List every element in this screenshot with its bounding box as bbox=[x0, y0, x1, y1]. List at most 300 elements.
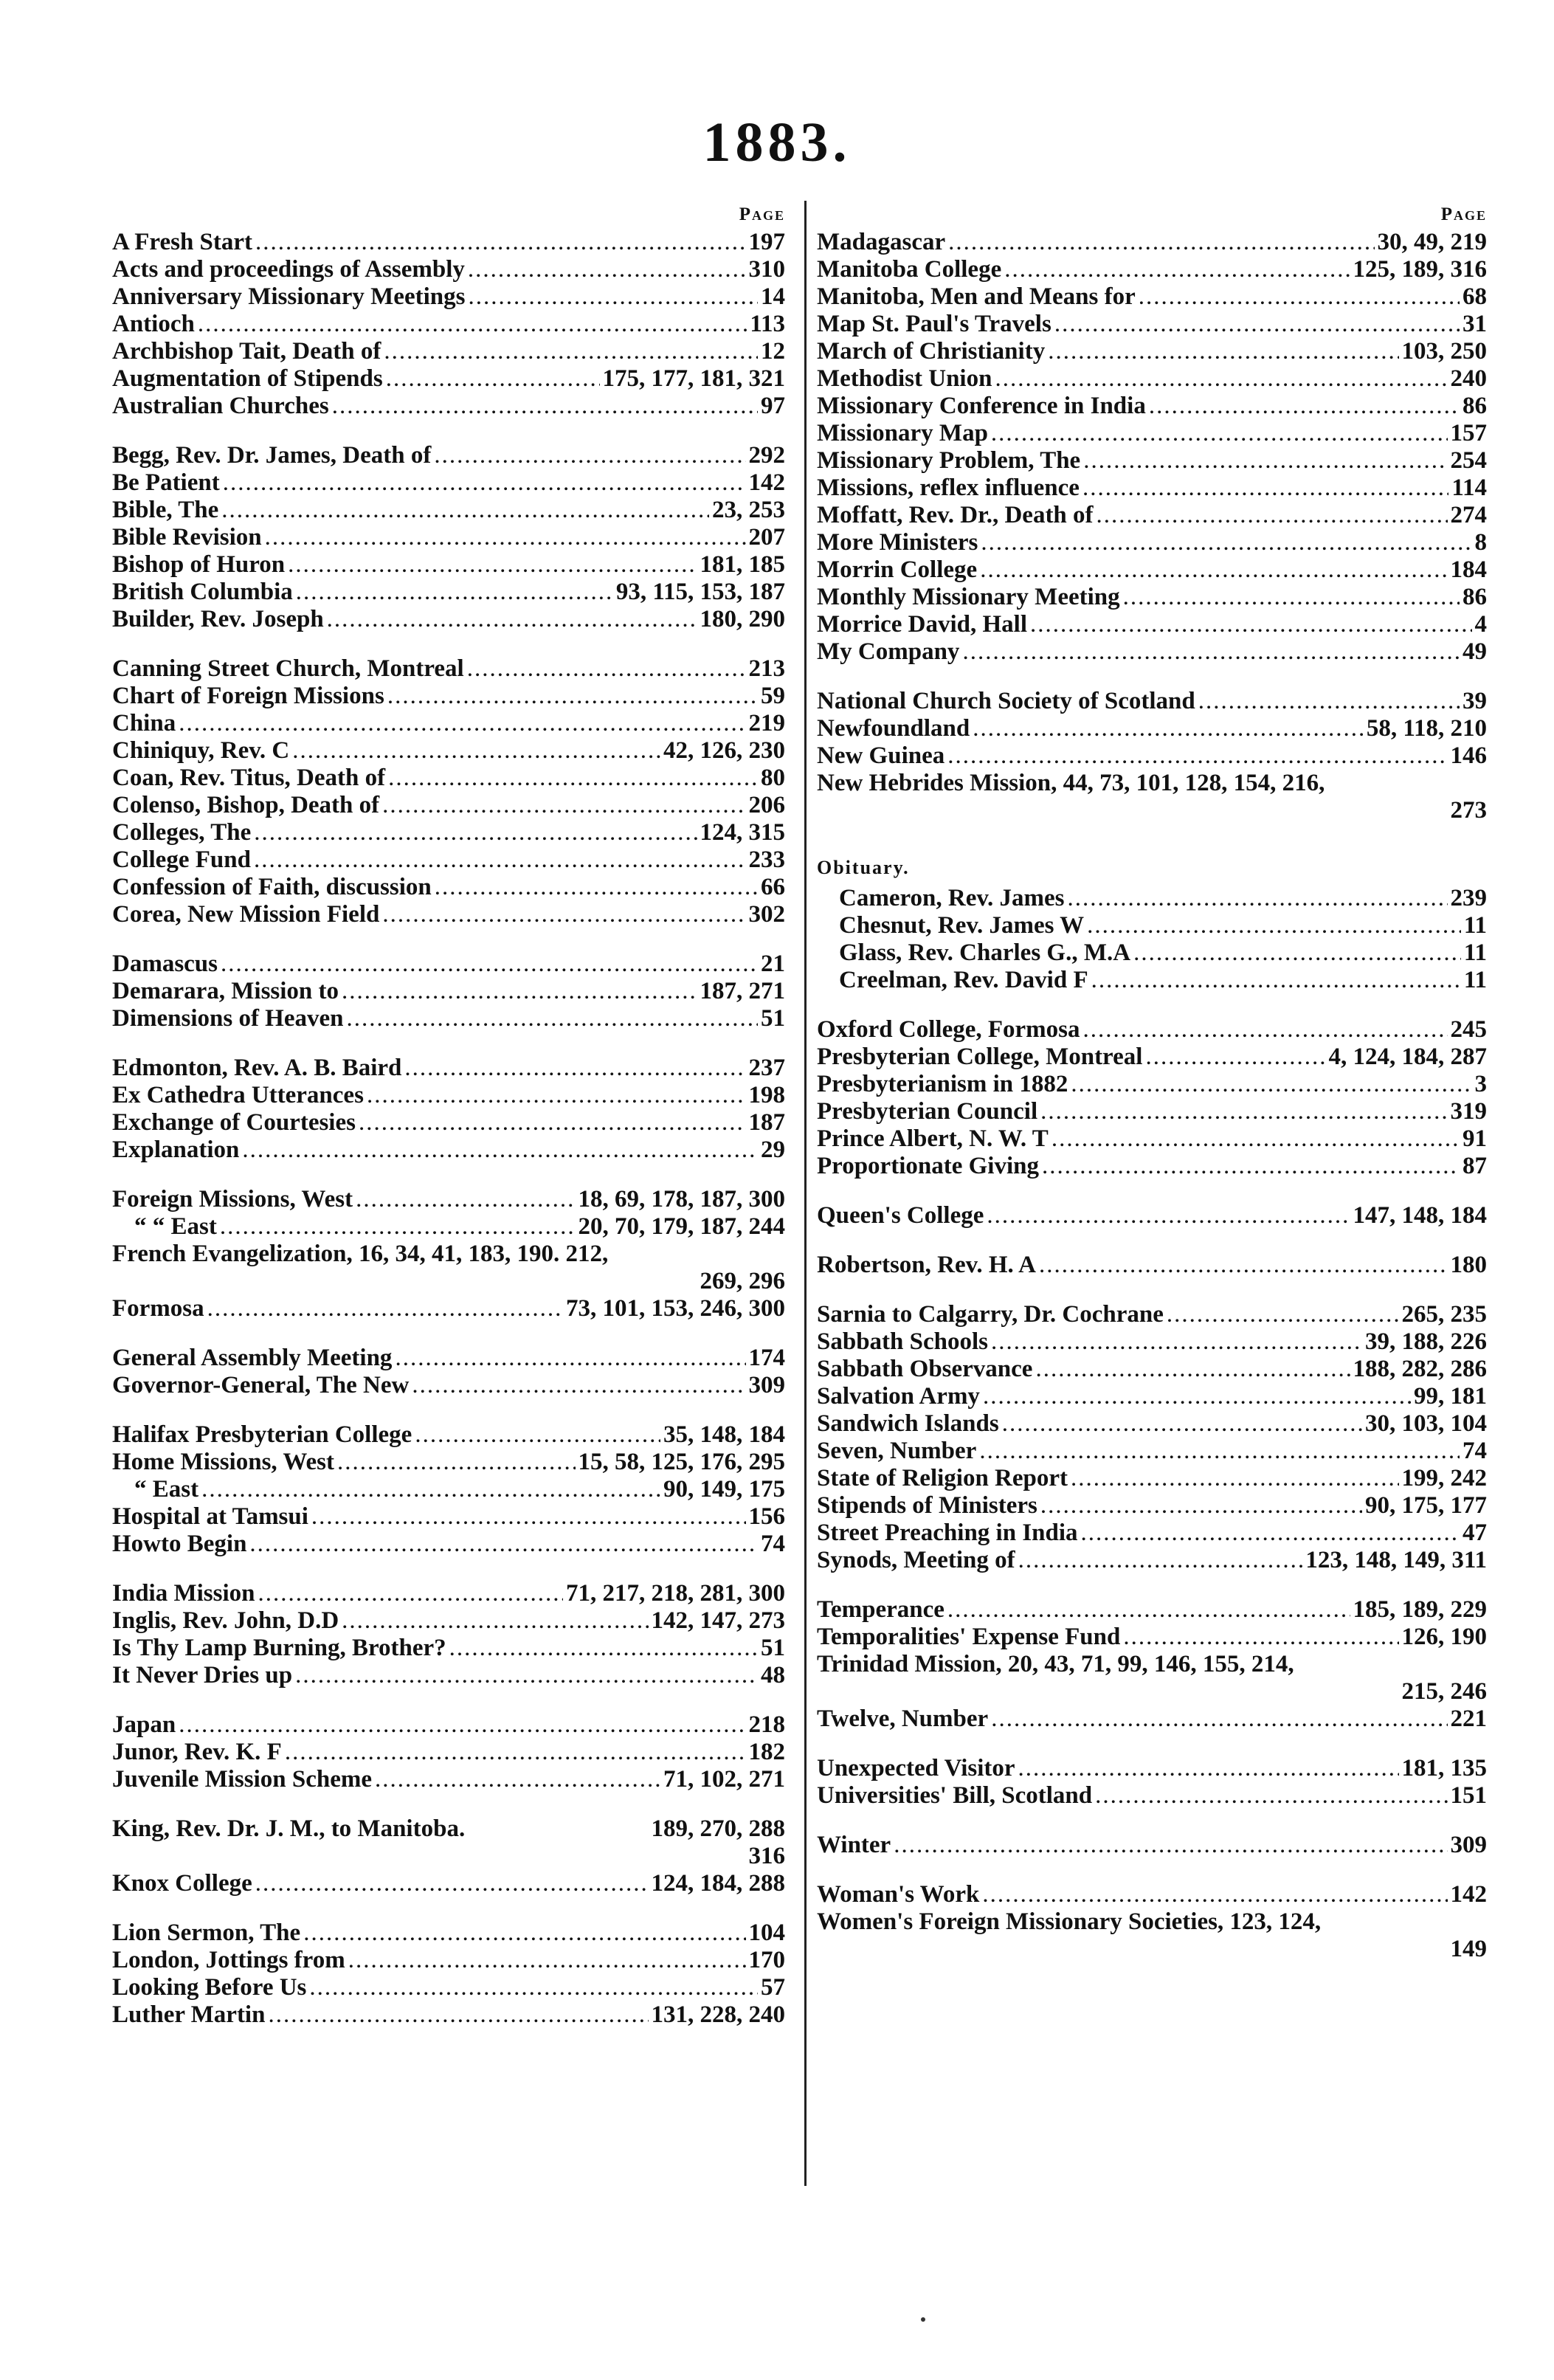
group-spacer bbox=[112, 1032, 785, 1055]
index-entry bbox=[112, 1947, 785, 1974]
entry-pages: 184 bbox=[1450, 556, 1487, 583]
index-entry bbox=[817, 529, 1487, 556]
index-entry bbox=[112, 1919, 785, 1947]
entry-pages: 146 bbox=[1450, 742, 1487, 769]
entry-pages: 66 bbox=[761, 874, 785, 900]
dot-leader bbox=[1095, 1782, 1447, 1810]
index-entry bbox=[112, 1449, 785, 1476]
dot-leader bbox=[979, 1438, 1460, 1465]
entry-title: Cameron, Rev. James bbox=[839, 885, 1065, 911]
index-entry bbox=[112, 1372, 785, 1399]
dot-leader bbox=[947, 1596, 1350, 1624]
entry-pages: 18, 69, 178, 187, 300 bbox=[578, 1186, 785, 1213]
group-spacer bbox=[817, 1279, 1487, 1301]
entry-pages: 57 bbox=[761, 1974, 785, 2001]
entry-pages: 20, 70, 179, 187, 244 bbox=[578, 1213, 785, 1240]
dot-leader bbox=[198, 311, 747, 338]
dot-leader bbox=[1145, 1044, 1325, 1071]
index-entry bbox=[112, 2001, 785, 2029]
index-entry bbox=[817, 770, 1487, 797]
dot-leader bbox=[342, 978, 697, 1005]
dot-leader bbox=[295, 1662, 758, 1689]
index-entry bbox=[817, 1383, 1487, 1410]
dot-leader bbox=[435, 874, 758, 901]
dot-leader bbox=[948, 229, 1374, 256]
entry-title: London, Jottings from bbox=[112, 1947, 345, 1973]
entry-title: Corea, New Mission Field bbox=[112, 901, 380, 928]
entry-title: Builder, Rev. Joseph bbox=[112, 606, 324, 632]
dot-leader bbox=[288, 551, 697, 579]
index-entry bbox=[817, 338, 1487, 365]
dot-leader bbox=[254, 819, 697, 846]
entry-title: Canning Street Church, Montreal bbox=[112, 655, 464, 682]
index-entry bbox=[112, 1870, 785, 1897]
group-spacer bbox=[112, 633, 785, 655]
entry-title: Japan bbox=[112, 1711, 176, 1738]
index-entry bbox=[112, 524, 785, 551]
dot-leader bbox=[296, 579, 613, 606]
entry-title: Be Patient bbox=[112, 469, 220, 496]
entry-title: Ex Cathedra Utterances bbox=[112, 1082, 364, 1108]
dot-leader bbox=[254, 846, 746, 874]
dot-leader bbox=[1004, 256, 1350, 283]
index-entry bbox=[112, 1974, 785, 2001]
entry-pages: 114 bbox=[1451, 475, 1487, 501]
index-entry bbox=[817, 311, 1487, 338]
entry-title: Monthly Missionary Meeting bbox=[817, 584, 1120, 610]
index-entry bbox=[817, 1356, 1487, 1383]
entry-title: Formosa bbox=[112, 1295, 204, 1322]
entry-pages: 104 bbox=[748, 1919, 785, 1946]
entry-pages: 39 bbox=[1463, 688, 1487, 714]
index-entry bbox=[817, 1044, 1487, 1071]
index-entry bbox=[112, 792, 785, 819]
index-entry bbox=[817, 1098, 1487, 1125]
entry-title: Missions, reflex influence bbox=[817, 475, 1080, 501]
entry-pages: 181, 185 bbox=[700, 551, 785, 578]
entry-title: “ East bbox=[134, 1476, 199, 1503]
index-entry bbox=[112, 1635, 785, 1662]
dot-leader bbox=[1018, 1755, 1399, 1782]
entry-pages: 97 bbox=[761, 393, 785, 419]
index-entry bbox=[817, 1301, 1487, 1328]
entry-pages: 11 bbox=[1463, 967, 1487, 993]
dot-leader bbox=[1083, 447, 1447, 475]
dot-leader bbox=[356, 1186, 575, 1213]
index-entry bbox=[817, 1624, 1487, 1651]
dot-leader bbox=[348, 1947, 746, 1974]
entry-pages: 157 bbox=[1450, 420, 1487, 446]
entry-pages: 206 bbox=[748, 792, 785, 818]
entry-pages: 4, 124, 184, 287 bbox=[1328, 1044, 1487, 1070]
entry-pages: 310 bbox=[748, 256, 785, 283]
entry-title: Knox College bbox=[112, 1870, 252, 1897]
entry-pages: 23, 253 bbox=[712, 497, 785, 523]
page-column-header: Page bbox=[739, 204, 785, 224]
dot-leader bbox=[255, 229, 745, 256]
entry-title: Missionary Problem, The bbox=[817, 447, 1081, 474]
entry-title: Junor, Rev. K. F bbox=[112, 1739, 282, 1765]
dot-leader bbox=[292, 737, 660, 765]
dot-leader bbox=[412, 1372, 745, 1399]
entry-title: It Never Dries up bbox=[112, 1662, 293, 1689]
index-entry bbox=[817, 1071, 1487, 1098]
index-entry bbox=[817, 420, 1487, 447]
index-entry bbox=[112, 978, 785, 1005]
entry-title: Exchange of Courtesies bbox=[112, 1109, 356, 1136]
entry-pages: 131, 228, 240 bbox=[651, 2001, 785, 2028]
dot-leader bbox=[995, 365, 1447, 393]
entry-title: Women's Foreign Missionary Societies, 123, 124, bbox=[817, 1908, 1322, 1935]
index-entry bbox=[112, 1421, 785, 1449]
index-entry bbox=[112, 1711, 785, 1739]
entry-title: Glass, Rev. Charles G., M.A bbox=[839, 939, 1131, 966]
entry-pages: 187, 271 bbox=[700, 978, 785, 1004]
dot-leader bbox=[1081, 1520, 1460, 1547]
dot-leader bbox=[327, 606, 697, 633]
index-entry bbox=[817, 1596, 1487, 1624]
entry-pages: 180, 290 bbox=[700, 606, 785, 632]
entry-pages: 15, 58, 125, 176, 295 bbox=[578, 1449, 785, 1475]
index-entry bbox=[112, 1531, 785, 1558]
index-entry bbox=[112, 655, 785, 683]
dot-leader bbox=[337, 1449, 576, 1476]
index-entry bbox=[817, 1547, 1487, 1574]
entry-pages: 11 bbox=[1463, 939, 1487, 966]
entry-title: Temperance bbox=[817, 1596, 945, 1623]
entry-title: More Ministers bbox=[817, 529, 978, 556]
entry-list-right bbox=[817, 229, 1487, 1963]
index-entry bbox=[112, 1055, 785, 1082]
dot-leader bbox=[384, 338, 758, 365]
index-entry bbox=[112, 1213, 785, 1241]
index-column-left bbox=[112, 201, 785, 2029]
dot-leader bbox=[1198, 688, 1460, 715]
entry-pages: 87 bbox=[1463, 1153, 1487, 1179]
dot-leader bbox=[221, 951, 758, 978]
dot-leader bbox=[1083, 1016, 1448, 1044]
entry-pages: 71, 102, 271 bbox=[663, 1766, 785, 1793]
entry-title: Confession of Faith, discussion bbox=[112, 874, 432, 900]
index-entry bbox=[817, 1438, 1487, 1465]
entry-pages: 71, 217, 218, 281, 300 bbox=[566, 1580, 785, 1607]
entry-continuation: 269, 296 bbox=[700, 1268, 785, 1294]
index-entry bbox=[112, 710, 785, 737]
entry-pages: 125, 189, 316 bbox=[1353, 256, 1487, 283]
group-spacer bbox=[112, 928, 785, 951]
entry-pages: 91 bbox=[1463, 1125, 1487, 1152]
entry-pages: 126, 190 bbox=[1401, 1624, 1487, 1650]
entry-pages: 31 bbox=[1463, 311, 1487, 337]
entry-pages: 189, 270, 288 bbox=[651, 1815, 785, 1842]
entry-pages: 51 bbox=[761, 1005, 785, 1032]
dot-leader bbox=[962, 638, 1460, 666]
dot-leader bbox=[382, 792, 745, 819]
entry-pages: 151 bbox=[1450, 1782, 1487, 1809]
entry-title: Seven, Number bbox=[817, 1438, 977, 1464]
entry-pages: 3 bbox=[1474, 1071, 1487, 1097]
entry-pages: 265, 235 bbox=[1401, 1301, 1487, 1328]
entry-pages: 254 bbox=[1450, 447, 1487, 474]
entry-pages: 182 bbox=[748, 1739, 785, 1765]
entry-continuation: 316 bbox=[748, 1843, 785, 1869]
index-entry bbox=[817, 229, 1487, 256]
index-column-right bbox=[804, 201, 1487, 2186]
index-entry bbox=[817, 556, 1487, 584]
entry-title: Inglis, Rev. John, D.D bbox=[112, 1607, 339, 1634]
entry-pages: 47 bbox=[1463, 1520, 1487, 1546]
entry-pages: 124, 315 bbox=[700, 819, 785, 846]
index-entry bbox=[112, 1607, 785, 1635]
entry-title: National Church Society of Scotland bbox=[817, 688, 1195, 714]
entry-title: Presbyterianism in 1882 bbox=[817, 1071, 1068, 1097]
entry-title: Augmentation of Stipends bbox=[112, 365, 383, 392]
entry-pages: 113 bbox=[750, 311, 785, 337]
index-entry bbox=[817, 584, 1487, 611]
entry-title: Twelve, Number bbox=[817, 1705, 989, 1732]
entry-continuation: 215, 246 bbox=[1401, 1678, 1487, 1705]
entry-pages: 11 bbox=[1463, 912, 1487, 939]
dot-leader bbox=[332, 393, 758, 420]
index-entry bbox=[112, 737, 785, 765]
entry-title: Dimensions of Heaven bbox=[112, 1005, 344, 1032]
dot-leader bbox=[268, 2001, 648, 2029]
index-entry bbox=[817, 912, 1487, 939]
dot-leader bbox=[1068, 885, 1448, 912]
entry-pages: 86 bbox=[1463, 393, 1487, 419]
dot-leader bbox=[947, 742, 1447, 770]
group-spacer bbox=[817, 1859, 1487, 1881]
index-entry bbox=[112, 338, 785, 365]
dot-leader bbox=[1035, 1356, 1350, 1383]
dot-leader bbox=[388, 765, 758, 792]
entry-pages: 187 bbox=[748, 1109, 785, 1136]
dot-leader bbox=[258, 1580, 564, 1607]
dot-leader bbox=[1123, 584, 1460, 611]
entry-pages: 199, 242 bbox=[1401, 1465, 1487, 1491]
entry-pages: 319 bbox=[1450, 1098, 1487, 1125]
group-spacer bbox=[112, 1897, 785, 1919]
index-entry bbox=[112, 1109, 785, 1136]
entry-pages: 147, 148, 184 bbox=[1353, 1202, 1487, 1229]
entry-continuation: 149 bbox=[1450, 1936, 1487, 1962]
dot-leader bbox=[1123, 1624, 1398, 1651]
entry-pages: 124, 184, 288 bbox=[651, 1870, 785, 1897]
dot-leader bbox=[982, 1881, 1447, 1908]
index-entry bbox=[817, 365, 1487, 393]
dot-leader bbox=[367, 1082, 746, 1109]
entry-title: College Fund bbox=[112, 846, 251, 873]
index-entry bbox=[817, 1125, 1487, 1153]
entry-pages: 21 bbox=[761, 951, 785, 977]
dot-leader bbox=[973, 715, 1364, 742]
index-entry bbox=[112, 442, 785, 469]
entry-title: Demarara, Mission to bbox=[112, 978, 339, 1004]
entry-title: India Mission bbox=[112, 1580, 255, 1607]
index-entry bbox=[112, 579, 785, 606]
dot-leader bbox=[467, 655, 746, 683]
index-entry bbox=[817, 611, 1487, 638]
entry-pages: 197 bbox=[748, 229, 785, 255]
entry-pages: 174 bbox=[748, 1345, 785, 1371]
index-entry bbox=[112, 1186, 785, 1213]
dot-leader bbox=[342, 1607, 648, 1635]
dot-leader bbox=[1039, 1252, 1448, 1279]
group-spacer bbox=[112, 1164, 785, 1186]
group-spacer bbox=[817, 994, 1487, 1016]
entry-pages: 80 bbox=[761, 765, 785, 791]
dot-leader bbox=[249, 1531, 758, 1558]
index-entry bbox=[817, 885, 1487, 912]
entry-title: New Hebrides Mission, 44, 73, 101, 128, 154, 216, bbox=[817, 770, 1325, 796]
index-entry bbox=[817, 393, 1487, 420]
dot-leader bbox=[415, 1421, 660, 1449]
index-entry bbox=[112, 819, 785, 846]
entry-title: Howto Begin bbox=[112, 1531, 247, 1557]
dot-leader bbox=[179, 1711, 745, 1739]
entry-pages: 39, 188, 226 bbox=[1365, 1328, 1487, 1355]
entry-title: Queen's College bbox=[817, 1202, 984, 1229]
index-entry bbox=[817, 1153, 1487, 1180]
entry-title: Colleges, The bbox=[112, 819, 252, 846]
entry-title: Looking Before Us bbox=[112, 1974, 307, 2001]
index-entry bbox=[817, 1908, 1487, 1936]
entry-title: Proportionate Giving bbox=[817, 1153, 1039, 1179]
dot-leader bbox=[434, 442, 745, 469]
entry-title: General Assembly Meeting bbox=[112, 1345, 393, 1371]
dot-leader bbox=[285, 1739, 746, 1766]
index-entry bbox=[817, 688, 1487, 715]
dot-leader bbox=[1054, 311, 1460, 338]
group-spacer bbox=[112, 1558, 785, 1580]
entry-title: Robertson, Rev. H. A bbox=[817, 1252, 1036, 1278]
index-entry bbox=[817, 1832, 1487, 1859]
group-spacer bbox=[112, 1322, 785, 1345]
entry-pages: 8 bbox=[1474, 529, 1487, 556]
index-entry bbox=[112, 311, 785, 338]
index-entry bbox=[112, 365, 785, 393]
dot-leader bbox=[987, 1202, 1350, 1229]
entry-pages: 309 bbox=[1450, 1832, 1487, 1858]
entry-title: Missionary Conference in India bbox=[817, 393, 1146, 419]
entry-title: Antioch bbox=[112, 311, 195, 337]
dot-leader bbox=[1048, 338, 1398, 365]
dot-leader bbox=[404, 1055, 745, 1082]
index-entry bbox=[112, 256, 785, 283]
index-entry bbox=[112, 606, 785, 633]
dot-leader bbox=[980, 556, 1447, 584]
entry-pages: 175, 177, 181, 321 bbox=[602, 365, 785, 392]
index-entry bbox=[817, 1755, 1487, 1782]
entry-pages: 221 bbox=[1450, 1705, 1487, 1732]
group-spacer bbox=[817, 1574, 1487, 1596]
dot-leader bbox=[265, 524, 746, 551]
entry-title: Presbyterian College, Montreal bbox=[817, 1044, 1143, 1070]
dot-leader bbox=[894, 1832, 1447, 1859]
group-spacer bbox=[112, 1689, 785, 1711]
ink-speck bbox=[921, 2317, 925, 2322]
entry-pages: 68 bbox=[1463, 283, 1487, 310]
entry-pages: 103, 250 bbox=[1401, 338, 1487, 365]
group-spacer bbox=[112, 420, 785, 442]
dot-leader bbox=[1040, 1098, 1447, 1125]
dot-leader bbox=[468, 256, 746, 283]
group-spacer bbox=[112, 1399, 785, 1421]
dot-leader bbox=[1071, 1465, 1398, 1492]
dot-leader bbox=[1087, 912, 1461, 939]
index-entry bbox=[112, 874, 785, 901]
dot-leader bbox=[1091, 967, 1461, 994]
entry-pages: 170 bbox=[748, 1947, 785, 1973]
entry-title: Archbishop Tait, Death of bbox=[112, 338, 381, 365]
index-entry bbox=[817, 967, 1487, 994]
index-entry bbox=[112, 393, 785, 420]
group-spacer bbox=[817, 1733, 1487, 1755]
index-entry bbox=[112, 1476, 785, 1503]
dot-leader bbox=[201, 1476, 660, 1503]
entry-pages: 239 bbox=[1450, 885, 1487, 911]
page-title: 1883. bbox=[702, 111, 852, 173]
dot-leader bbox=[449, 1635, 758, 1662]
entry-pages: 90, 175, 177 bbox=[1365, 1492, 1487, 1519]
index-entry bbox=[817, 1705, 1487, 1733]
dot-leader bbox=[468, 283, 758, 311]
entry-title: Juvenile Mission Scheme bbox=[112, 1766, 372, 1793]
entry-title: Explanation bbox=[112, 1136, 240, 1163]
dot-leader bbox=[242, 1136, 758, 1164]
index-entry bbox=[817, 447, 1487, 475]
entry-title: Bishop of Huron bbox=[112, 551, 286, 578]
dot-leader bbox=[221, 497, 709, 524]
entry-title: Acts and proceedings of Assembly bbox=[112, 256, 465, 283]
dot-leader bbox=[1071, 1071, 1471, 1098]
dot-leader bbox=[1097, 502, 1448, 529]
entry-continuation: 273 bbox=[1450, 797, 1487, 824]
entry-title: Sabbath Schools bbox=[817, 1328, 989, 1355]
dot-leader bbox=[223, 469, 746, 497]
entry-pages: 240 bbox=[1450, 365, 1487, 392]
index-entry bbox=[112, 951, 785, 978]
dot-leader bbox=[1042, 1153, 1460, 1180]
index-entry bbox=[817, 1016, 1487, 1044]
dot-leader bbox=[387, 683, 758, 710]
group-spacer bbox=[112, 1793, 785, 1815]
entry-pages: 309 bbox=[748, 1372, 785, 1398]
index-entry bbox=[817, 1492, 1487, 1520]
index-entry bbox=[817, 283, 1487, 311]
entry-title: Edmonton, Rev. A. B. Baird bbox=[112, 1055, 402, 1081]
entry-title: Winter bbox=[817, 1832, 891, 1858]
entry-title: Unexpected Visitor bbox=[817, 1755, 1015, 1781]
entry-title: Universities' Bill, Scotland bbox=[817, 1782, 1093, 1809]
index-entry bbox=[112, 1766, 785, 1793]
index-entry bbox=[112, 1503, 785, 1531]
entry-pages: 93, 115, 153, 187 bbox=[615, 579, 785, 605]
entry-title: March of Christianity bbox=[817, 338, 1046, 365]
entry-pages: 99, 181 bbox=[1414, 1383, 1487, 1410]
entry-title: Is Thy Lamp Burning, Brother? bbox=[112, 1635, 446, 1661]
entry-title: Street Preaching in India bbox=[817, 1520, 1078, 1546]
entry-pages: 48 bbox=[761, 1662, 785, 1689]
entry-pages: 59 bbox=[761, 683, 785, 709]
entry-title: State of Religion Report bbox=[817, 1465, 1068, 1491]
entry-pages: 207 bbox=[748, 524, 785, 551]
entry-pages: 213 bbox=[748, 655, 785, 682]
index-entry bbox=[112, 1815, 785, 1843]
entry-pages: 218 bbox=[748, 1711, 785, 1738]
entry-title: Newfoundland bbox=[817, 715, 970, 742]
entry-pages: 156 bbox=[748, 1503, 785, 1530]
